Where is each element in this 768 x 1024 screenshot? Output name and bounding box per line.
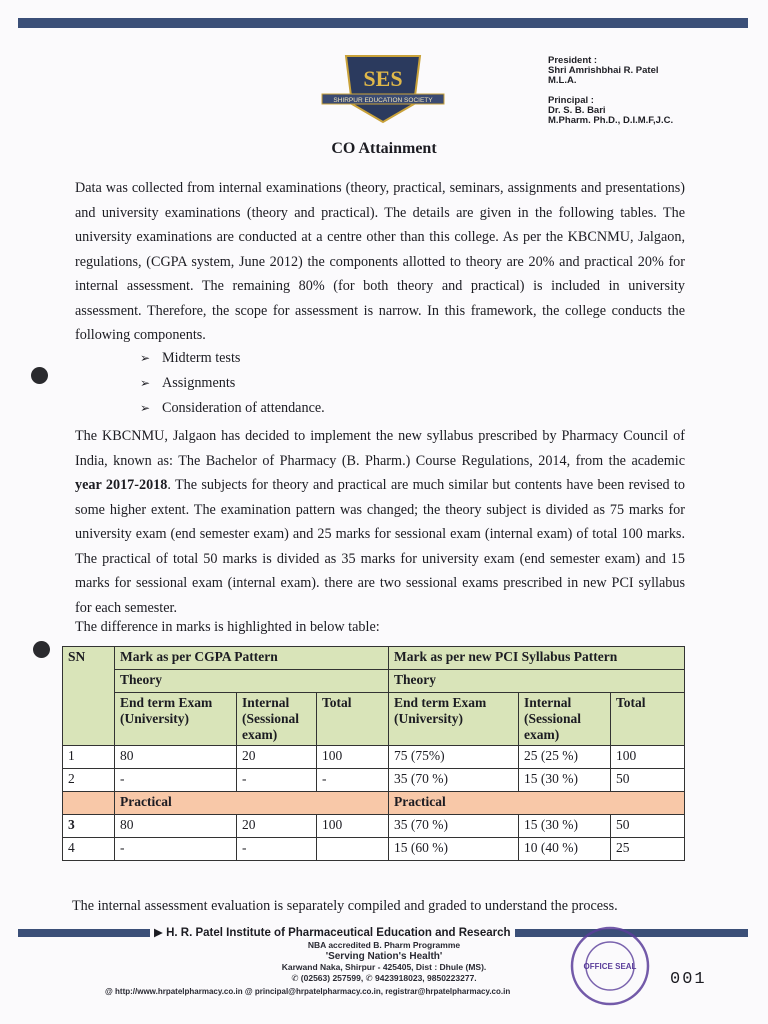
list-item: ➢ Assignments xyxy=(140,371,325,396)
pci-theory-label: Theory xyxy=(389,670,685,693)
president-name: Shri Amrishbhai R. Patel xyxy=(548,65,659,76)
table-caption: The difference in marks is highlighted in below table: xyxy=(75,619,380,635)
officials-block xyxy=(548,56,748,126)
institute-name: ▶ H. R. Patel Institute of Pharmaceutical Education and Research xyxy=(150,925,515,939)
header-bar xyxy=(18,18,748,28)
closing-sentence: The internal assessment evaluation is separately compiled and graded to understand the process. xyxy=(72,898,618,914)
col-internal: Internal (Sessional exam) xyxy=(237,693,317,746)
table-row: 1 80 20 100 75 (75%) 25 (25 %) 100 xyxy=(63,746,685,769)
cgpa-practical-label: Practical xyxy=(115,792,389,815)
component-list xyxy=(140,346,325,421)
practical-section-row xyxy=(63,792,685,815)
slogan: 'Serving Nation's Health' xyxy=(325,951,443,962)
list-item: ➢ Midterm tests xyxy=(140,346,325,371)
contact-line: @ http://www.hrpatelpharmacy.co.in @ principal@hrpatelpharmacy.co.in, registrar@hrpatelpharmacy.co.in xyxy=(105,987,511,996)
table-row: 3 80 20 100 35 (70 %) 15 (30 %) 50 xyxy=(63,815,685,838)
punch-hole xyxy=(33,641,50,658)
principal-qualifications: M.Pharm. Ph.D., D.I.M.F,J.C. xyxy=(548,115,674,126)
page-number: 001 xyxy=(670,970,707,989)
list-item: ➢ Consideration of attendance. xyxy=(140,396,325,421)
president-title: M.L.A. xyxy=(548,75,577,86)
address: Karwand Naka, Shirpur - 425405, Dist : Dhule (MS). xyxy=(281,962,487,972)
punch-hole xyxy=(31,367,48,384)
accreditation: NBA accredited B. Pharm Programme xyxy=(307,940,461,950)
logo-banner: SHIRPUR EDUCATION SOCIETY xyxy=(333,97,433,104)
ses-logo xyxy=(318,52,448,126)
col-internal: Internal (Sessional exam) xyxy=(519,693,611,746)
principal-label: Principal : xyxy=(548,95,594,106)
cgpa-heading: Mark as per CGPA Pattern xyxy=(115,647,389,670)
arrow-icon: ➢ xyxy=(140,376,151,390)
pci-paragraph: The KBCNMU, Jalgaon has decided to implement the new syllabus prescribed by Pharmacy Council of India, known as: The Bachelor of Pharmacy (B. Pharm.) Course Regulations, 2014, from the academic year 2017-2018. The subjects for theory and practical are much similar but contents have been revised to some higher extent. The examination pattern was changed; the theory subject is divided as 75 marks for university exam (end semester exam) and 25 marks for sessional exam (internal exam) of total 100 marks. The practical of total 50 marks is divided as 35 marks for university exam (end semester exam) and 15 marks for sessional exam (internal exam). there are two sessional exams prescribed in new PCI syllabus for each semester. xyxy=(75,428,685,616)
logo-text: SES xyxy=(363,66,403,91)
table-row: 2 - - - 35 (70 %) 15 (30 %) 50 xyxy=(63,769,685,792)
pci-heading: Mark as per new PCI Syllabus Pattern xyxy=(389,647,685,670)
principal-name: Dr. S. B. Bari xyxy=(548,105,606,116)
phones: ✆ (02563) 257599, ✆ 9423918023, 9850223277. xyxy=(291,973,477,983)
marks-comparison-table xyxy=(62,646,685,861)
president-label: President : xyxy=(548,55,598,66)
col-end-term: End term Exam (University) xyxy=(389,693,519,746)
sn-header: SN xyxy=(63,647,115,746)
svg-text:OFFICE SEAL: OFFICE SEAL xyxy=(583,962,637,971)
table-row: 4 - - 15 (60 %) 10 (40 %) 25 xyxy=(63,838,685,861)
pci-practical-label: Practical xyxy=(389,792,685,815)
office-seal-stamp xyxy=(565,925,655,1007)
bullet-icon: ▶ xyxy=(154,927,163,939)
col-total: Total xyxy=(317,693,389,746)
col-end-term: End term Exam (University) xyxy=(115,693,237,746)
arrow-icon: ➢ xyxy=(140,401,151,415)
cgpa-theory-label: Theory xyxy=(115,670,389,693)
arrow-icon: ➢ xyxy=(140,351,151,365)
col-total: Total xyxy=(611,693,685,746)
intro-paragraph: Data was collected from internal examinations (theory, practical, seminars, assignments and presentations) and university examinations (theory and practical). The details are given in the following tables. The university examinations are conducted at a centre other than this college. As per the KBCNMU, Jalgaon, regulations, (CGPA system, June 2012) the components allotted to theory are 20% and practical 20% for internal assessment. The remaining 80% (for both theory and practical) is included in university assessment. Therefore, the scope for assessment is narrow. In this framework, the college conducts the following components. xyxy=(75,180,685,343)
page-title: CO Attainment xyxy=(331,140,437,157)
